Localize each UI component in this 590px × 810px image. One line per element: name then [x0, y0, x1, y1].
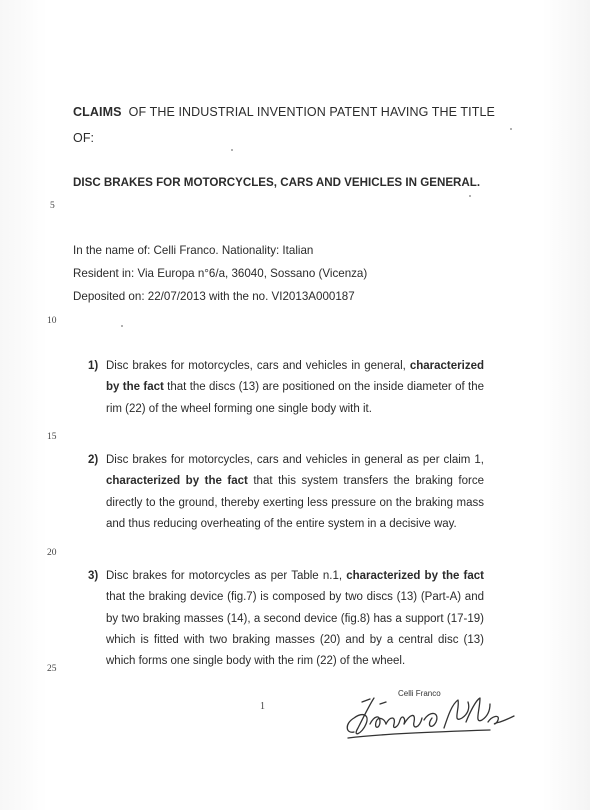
applicant-resident-line: Resident in: Via Europa n°6/a, 36040, Sossano (Vicenza) [73, 267, 368, 280]
claim-text [106, 450, 484, 535]
document-subtitle: DISC BRAKES FOR MOTORCYCLES, CARS AND VEHICLES IN GENERAL. [73, 176, 481, 189]
claim-text-after: that the braking device (fig.7) is composed by two discs (13) (Part-A) and by two braking masses (14), a second device (fig.8) has a support (17-19) which is fitted with two braking masses (20) and by a central disc (13) which forms one single body with the rim (22) of the wheel. [106, 591, 484, 668]
claim-number: 1) [88, 360, 99, 372]
applicant-name-line: In the name of: Celli Franco. Nationality: Italian [73, 244, 314, 257]
claim-text-bold: characterized by the fact [346, 570, 485, 582]
claim-text-bold: characterized by the fact [106, 360, 484, 394]
claim-text-before: Disc brakes for motorcycles as per Table n.1, [106, 570, 347, 582]
claim-text-after: that the discs (13) are positioned on the inside diameter of the rim (22) of the wheel forming one single body with it. [106, 381, 485, 415]
signature-scribble-icon [340, 694, 520, 744]
claim-text-before: Disc brakes for motorcycles, cars and vehicles in general, [106, 360, 410, 372]
line-number-10: 10 [47, 316, 57, 326]
scan-speck [469, 195, 471, 197]
document-heading-line-1 [73, 105, 495, 119]
claim-3 [88, 566, 484, 672]
claim-text-after: that this system transfers the braking force directly to the ground, thereby exerting less pressure on the braking mass and thus reducing overheating of the entire system in a decisive way. [106, 475, 484, 530]
line-number-5: 5 [50, 201, 55, 211]
scan-speck [231, 149, 233, 151]
claim-number: 3) [88, 570, 99, 582]
line-number-20: 20 [47, 548, 57, 558]
claim-1 [88, 356, 484, 420]
claims-word: CLAIMS [73, 105, 122, 119]
claim-text [106, 566, 484, 672]
claim-2 [88, 450, 484, 535]
document-heading-line-2: OF: [73, 131, 95, 145]
signature-name: Celli Franco [398, 689, 441, 698]
applicant-deposit-line: Deposited on: 22/07/2013 with the no. VI2013A000187 [73, 290, 355, 303]
page-number: 1 [260, 701, 265, 712]
claim-text-bold: characterized by the fact [106, 475, 248, 488]
line-number-15: 15 [47, 432, 57, 442]
scan-speck [121, 325, 123, 327]
heading-rest: OF THE INDUSTRIAL INVENTION PATENT HAVING THE TITLE [128, 105, 495, 119]
claim-text-before: Disc brakes for motorcycles, cars and vehicles in general as per claim 1, [106, 454, 484, 466]
scan-speck [510, 128, 512, 130]
claim-text [106, 356, 484, 420]
claim-number: 2) [88, 454, 99, 466]
line-number-25: 25 [47, 664, 57, 674]
